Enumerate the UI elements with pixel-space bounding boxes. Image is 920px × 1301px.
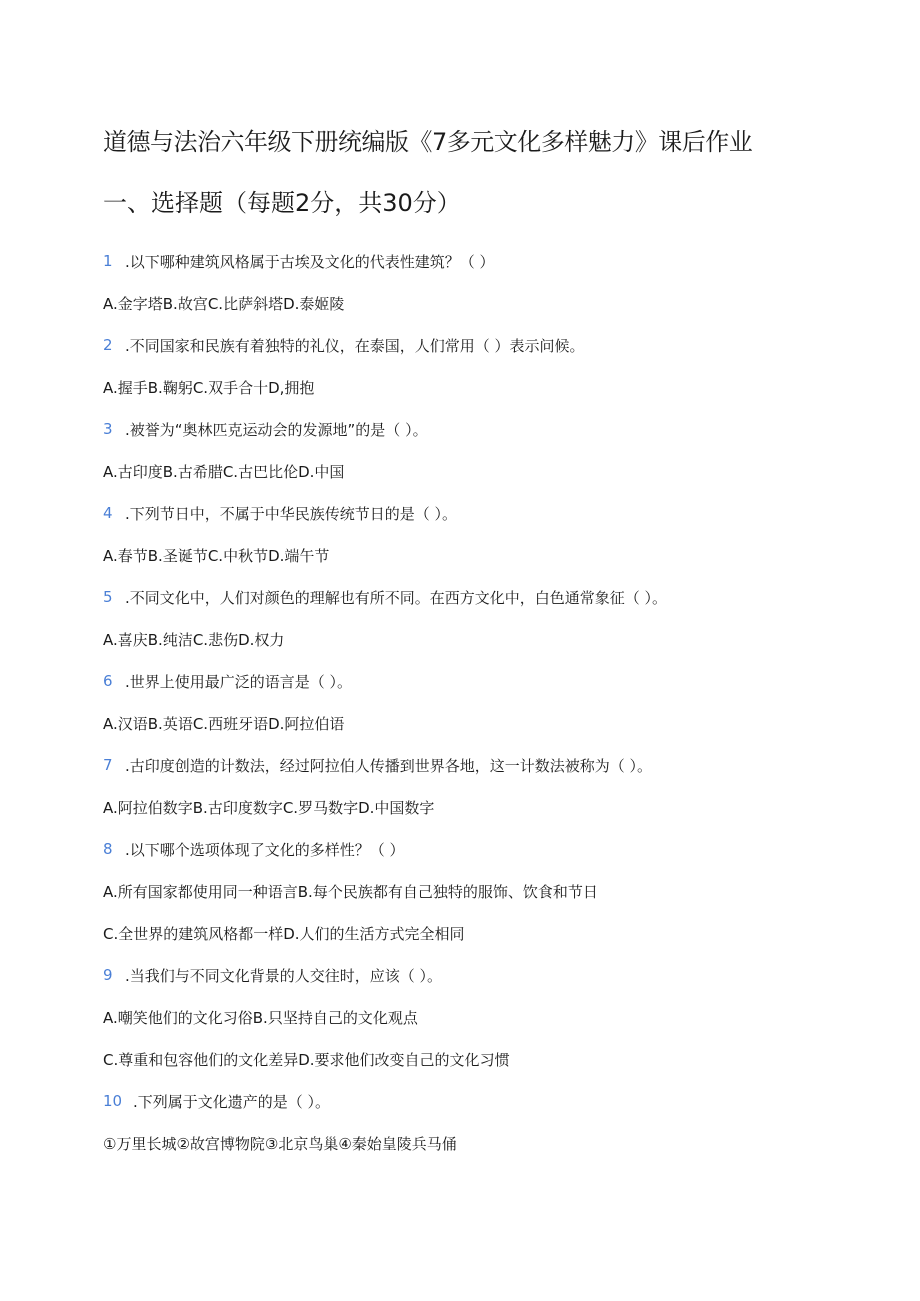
option-text: A.所有国家都使用同一种语言B.每个民族都有自己独特的服饰、饮食和节日 (103, 882, 598, 901)
option-line (103, 366, 883, 408)
question-text: .以下哪种建筑风格属于古埃及文化的代表性建筑？（ ） (125, 252, 495, 271)
question-text: .下列节日中，不属于中华民族传统节日的是（ ）。 (125, 504, 458, 523)
option-text: A.金字塔B.故宫C.比萨斜塔D.泰姬陵 (103, 294, 345, 313)
option-line (103, 534, 883, 576)
question-number: 4 (103, 504, 113, 522)
question-line (103, 828, 883, 870)
question-text: .以下哪个选项体现了文化的多样性？（ ） (125, 840, 405, 859)
question-number: 9 (103, 966, 113, 984)
question-line (103, 324, 883, 366)
question-list (103, 240, 883, 1164)
question-text: .被誉为“奥林匹克运动会的发源地”的是（ ）。 (125, 420, 428, 439)
option-text: ①万里长城②故宫博物院③北京鸟巢④秦始皇陵兵马俑 (103, 1134, 457, 1153)
question-line (103, 954, 883, 996)
question-number: 5 (103, 588, 113, 606)
option-line (103, 282, 883, 324)
question-line (103, 492, 883, 534)
option-line (103, 1038, 883, 1080)
question-number: 2 (103, 336, 113, 354)
option-line (103, 702, 883, 744)
question-line (103, 1080, 883, 1122)
question-line (103, 240, 883, 282)
question-text: .世界上使用最广泛的语言是（ ）。 (125, 672, 353, 691)
option-line (103, 870, 883, 912)
option-line (103, 618, 883, 660)
question-text: .不同文化中，人们对颜色的理解也有所不同。在西方文化中，白色通常象征（ ）。 (125, 588, 668, 607)
option-line (103, 912, 883, 954)
question-text: .古印度创造的计数法，经过阿拉伯人传播到世界各地，这一计数法被称为（ ）。 (125, 756, 653, 775)
question-number: 8 (103, 840, 113, 858)
option-text: A.阿拉伯数字B.古印度数字C.罗马数字D.中国数字 (103, 798, 435, 817)
option-text: A.嘲笑他们的文化习俗B.只坚持自己的文化观点 (103, 1008, 418, 1027)
question-text: .不同国家和民族有着独特的礼仪，在泰国，人们常用（ ）表示问候。 (125, 336, 585, 355)
option-line (103, 1122, 883, 1164)
option-text: A.春节B.圣诞节C.中秋节D.端午节 (103, 546, 330, 565)
question-text: .当我们与不同文化背景的人交往时，应该（ ）。 (125, 966, 443, 985)
question-line (103, 408, 883, 450)
option-text: A.汉语B.英语C.西班牙语D.阿拉伯语 (103, 714, 345, 733)
option-line (103, 996, 883, 1038)
question-number: 3 (103, 420, 113, 438)
question-number: 7 (103, 756, 113, 774)
question-number: 10 (103, 1092, 123, 1110)
option-text: C.尊重和包容他们的文化差异D.要求他们改变自己的文化习惯 (103, 1050, 510, 1069)
question-text: .下列属于文化遗产的是（ ）。 (133, 1092, 331, 1111)
option-line (103, 450, 883, 492)
option-text: A.古印度B.古希腊C.古巴比伦D.中国 (103, 462, 345, 481)
option-line (103, 786, 883, 828)
option-text: A.握手B.鞠躬C.双手合十D,拥抱 (103, 378, 315, 397)
question-number: 6 (103, 672, 113, 690)
option-text: C.全世界的建筑风格都一样D.人们的生活方式完全相同 (103, 924, 465, 943)
question-line (103, 576, 883, 618)
question-number: 1 (103, 252, 113, 270)
question-line (103, 744, 883, 786)
option-text: A.喜庆B.纯洁C.悲伤D.权力 (103, 630, 285, 649)
section-heading: 一、选择题（每题2分，共30分） (103, 189, 461, 217)
document-title: 道德与法治六年级下册统编版《7多元文化多样魅力》课后作业 (103, 128, 753, 156)
question-line (103, 660, 883, 702)
